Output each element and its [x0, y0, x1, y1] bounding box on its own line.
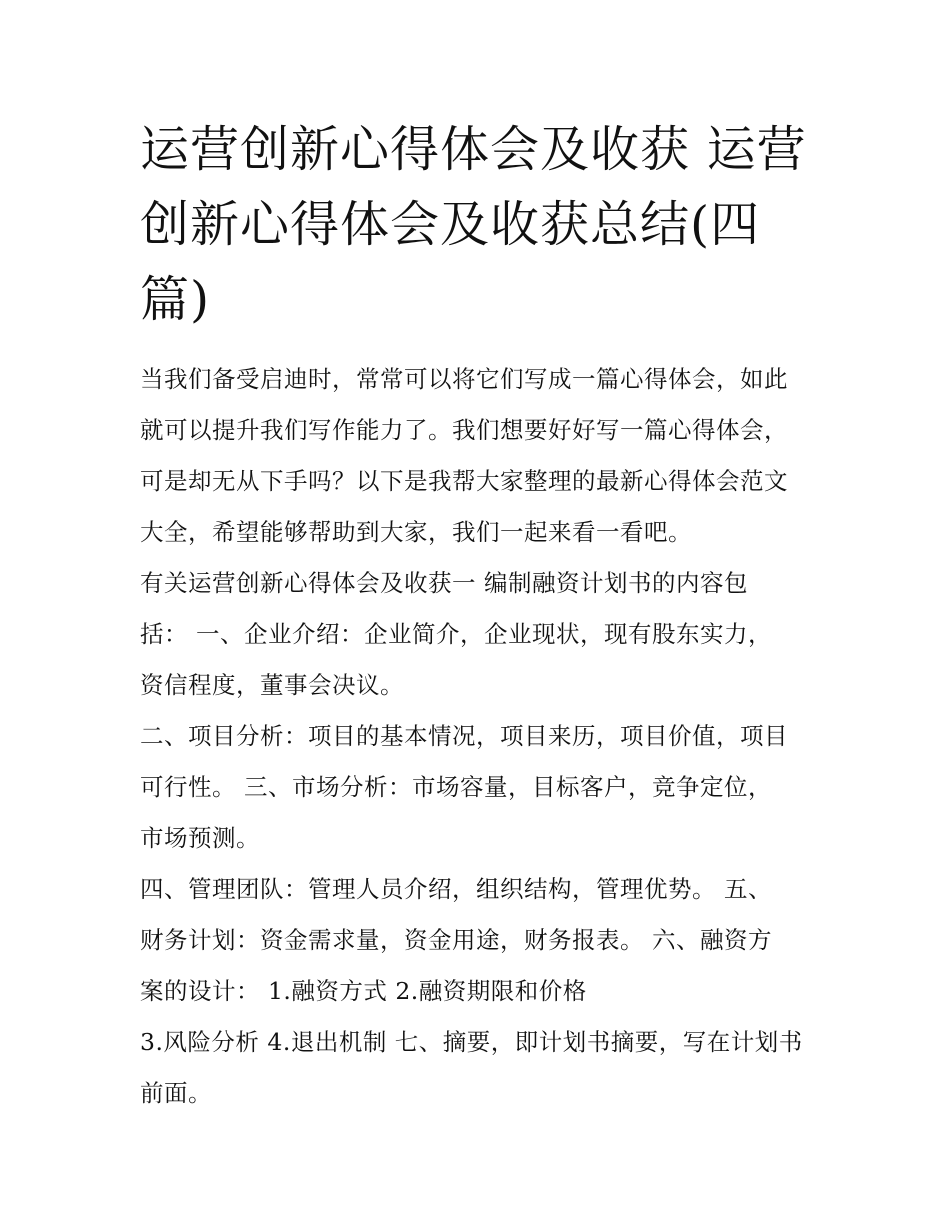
paragraph-line: 括： 一、企业介绍：企业简介，企业现状，现有股东实力，: [140, 620, 772, 648]
paragraph-line: 资信程度，董事会决议。: [140, 671, 404, 699]
paragraph-line: 财务计划：资金需求量，资金用途，财务报表。 六、融资方: [140, 926, 772, 954]
paragraph-line: 可行性。 三、市场分析：市场容量，目标客户，竞争定位，: [140, 773, 772, 801]
document-title: [140, 112, 830, 337]
paragraph-line: 四、管理团队：管理人员介绍，组织结构，管理优势。 五、: [140, 875, 772, 903]
title-line: 篇): [140, 271, 211, 328]
paragraph-line: 市场预测。: [140, 824, 260, 852]
section-heading-line: 有关运营创新心得体会及收获一 编制融资计划书的内容包: [140, 569, 748, 597]
paragraph-line: 前面。: [140, 1079, 212, 1107]
paragraph-line: 3.风险分析 4.退出机制 七、摘要，即计划书摘要，写在计划书: [140, 1028, 803, 1056]
title-line: 运营创新心得体会及收获 运营: [140, 121, 807, 178]
intro-line: 大全，希望能够帮助到大家，我们一起来看一看吧。: [140, 518, 692, 546]
intro-line: 可是却无从下手吗？以下是我帮大家整理的最新心得体会范文: [140, 467, 788, 495]
intro-line: 就可以提升我们写作能力了。我们想要好好写一篇心得体会，: [140, 416, 788, 444]
paragraph-line: 二、项目分析：项目的基本情况，项目来历，项目价值，项目: [140, 722, 788, 750]
document-body: [140, 354, 830, 1119]
title-line: 创新心得体会及收获总结(四: [140, 196, 761, 253]
intro-line: 当我们备受启迪时，常常可以将它们写成一篇心得体会，如此: [140, 365, 788, 393]
paragraph-line: 案的设计： 1.融资方式 2.融资期限和价格: [140, 977, 587, 1005]
